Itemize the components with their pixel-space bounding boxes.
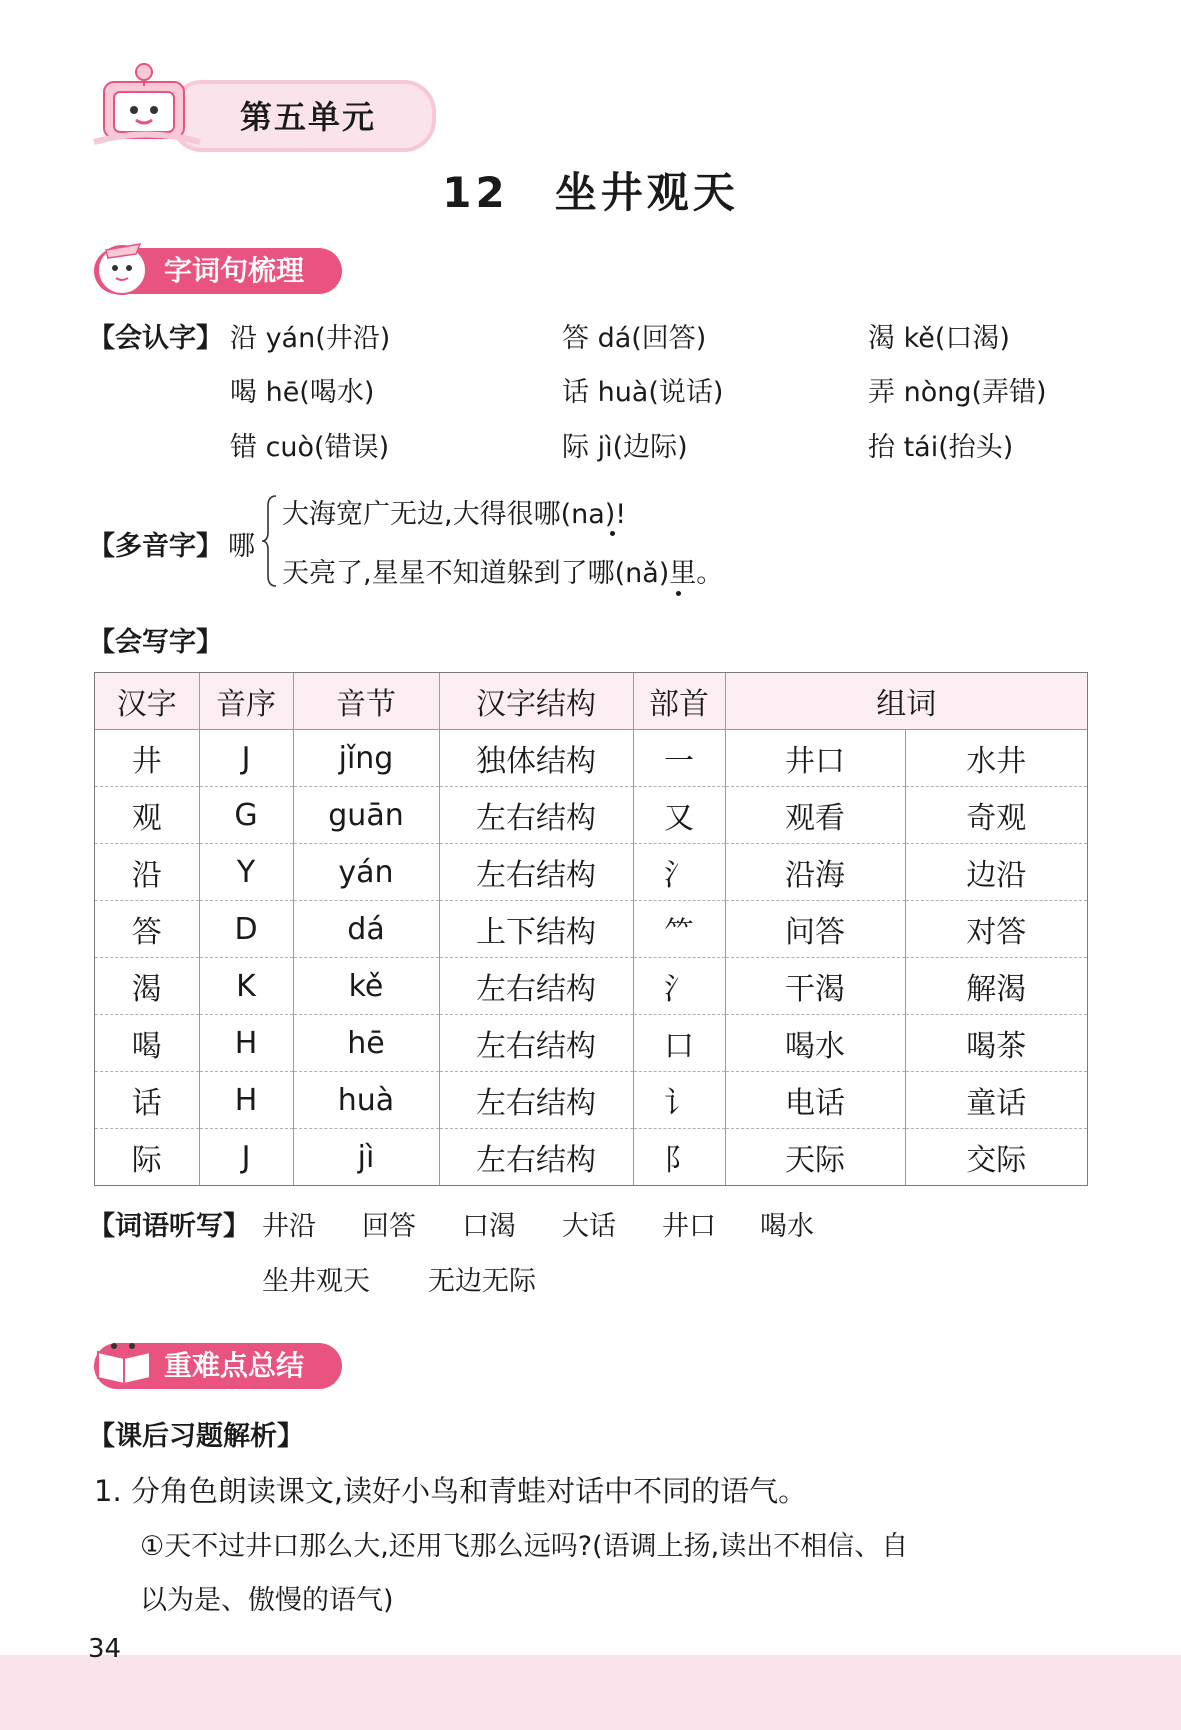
radical-cell: 又 (633, 787, 725, 844)
recognize-item: 喝 hē(喝水) (230, 377, 375, 408)
char-cell: 喝 (95, 1015, 199, 1072)
char-cell: 际 (95, 1129, 199, 1186)
page-number: 34 (88, 1634, 122, 1664)
word-cell: 童话 (905, 1072, 1087, 1129)
pinyin-cell: hē (293, 1015, 439, 1072)
char-cell: 答 (95, 901, 199, 958)
brace-icon (262, 494, 278, 588)
header-cell: 汉字结构 (439, 673, 633, 730)
dictation-word: 口渴 (462, 1211, 516, 1242)
word-cell: 问答 (725, 901, 905, 958)
word-cell: 观看 (725, 787, 905, 844)
word-cell: 喝水 (725, 1015, 905, 1072)
radical-cell: 氵 (633, 844, 725, 901)
radical-cell: 口 (633, 1015, 725, 1072)
word-cell: 水井 (905, 730, 1087, 787)
dictation-word: 坐井观天 (262, 1266, 370, 1297)
word-cell: 对答 (905, 901, 1087, 958)
initial-cell: G (199, 787, 293, 844)
emphasis-dot (676, 591, 681, 596)
radical-cell: 阝 (633, 1129, 725, 1186)
initial-cell: J (199, 1129, 293, 1186)
structure-cell: 左右结构 (439, 844, 633, 901)
header-cell: 组词 (725, 673, 1087, 730)
pencil-mascot-icon (92, 236, 156, 300)
table-row (95, 1015, 1087, 1072)
table-row (95, 787, 1087, 844)
word-cell: 边沿 (905, 844, 1087, 901)
emphasis-dot (610, 531, 615, 536)
header-cell: 音节 (293, 673, 439, 730)
initial-cell: Y (199, 844, 293, 901)
word-cell: 解渴 (905, 958, 1087, 1015)
section-title: 重难点总结 (164, 1349, 305, 1382)
recognize-item: 抬 tái(抬头) (868, 432, 1014, 463)
radical-cell: 讠 (633, 1072, 725, 1129)
polyphonic-label: 【多音字】 (88, 531, 223, 562)
word-cell: 干渴 (725, 958, 905, 1015)
pinyin-cell: dá (293, 901, 439, 958)
open-book-mascot-icon (92, 1332, 156, 1396)
table-row (95, 901, 1087, 958)
word-cell: 天际 (725, 1129, 905, 1186)
dictation-word: 井口 (662, 1211, 716, 1242)
dictation-word: 无边无际 (428, 1266, 536, 1297)
dictation-word: 大话 (562, 1211, 616, 1242)
recognize-item: 沿 yán(井沿) (230, 323, 391, 354)
table-row (95, 730, 1087, 787)
exercise-question: 1. 分角色朗读课文,读好小鸟和青蛙对话中不同的语气。 (94, 1474, 808, 1508)
pinyin-cell: yán (293, 844, 439, 901)
cartoon-books-icon (92, 52, 202, 152)
initial-cell: H (199, 1072, 293, 1129)
dictation-word: 井沿 (262, 1211, 316, 1242)
initial-cell: J (199, 730, 293, 787)
word-cell: 井口 (725, 730, 905, 787)
exercise-label: 【课后习题解析】 (88, 1421, 304, 1452)
structure-cell: 上下结构 (439, 901, 633, 958)
header-cell: 部首 (633, 673, 725, 730)
recognize-item: 渴 kě(口渴) (868, 323, 1010, 354)
structure-cell: 独体结构 (439, 730, 633, 787)
recognize-item: 答 dá(回答) (562, 323, 707, 354)
char-cell: 沿 (95, 844, 199, 901)
dictation-word: 回答 (362, 1211, 416, 1242)
table-row (95, 958, 1087, 1015)
pinyin-cell: kě (293, 958, 439, 1015)
word-cell: 奇观 (905, 787, 1087, 844)
pinyin-cell: guān (293, 787, 439, 844)
word-cell: 电话 (725, 1072, 905, 1129)
table-row (95, 1072, 1087, 1129)
pinyin-cell: jǐng (293, 730, 439, 787)
word-cell: 沿海 (725, 844, 905, 901)
dictation-label: 【词语听写】 (88, 1211, 250, 1242)
char-cell: 渴 (95, 958, 199, 1015)
word-cell: 喝茶 (905, 1015, 1087, 1072)
exercise-answer-line: ①天不过井口那么大,还用飞那么远吗?(语调上扬,读出不相信、自 (140, 1531, 909, 1562)
structure-cell: 左右结构 (439, 958, 633, 1015)
recognize-item: 错 cuò(错误) (230, 432, 390, 463)
section-title: 字词句梳理 (164, 254, 305, 287)
pinyin-cell: jì (293, 1129, 439, 1186)
structure-cell: 左右结构 (439, 787, 633, 844)
char-cell: 话 (95, 1072, 199, 1129)
pinyin-cell: huà (293, 1072, 439, 1129)
char-cell: 井 (95, 730, 199, 787)
characters-table (94, 672, 1088, 1186)
recognize-item: 弄 nòng(弄错) (868, 377, 1047, 408)
recognize-label: 【会认字】 (88, 323, 223, 354)
write-label: 【会写字】 (88, 627, 223, 658)
polyphonic-line2: 天亮了,星星不知道躲到了哪(nǎ)里。 (282, 558, 724, 589)
word-cell: 交际 (966, 1143, 1027, 1178)
recognize-item: 话 huà(说话) (562, 377, 724, 408)
unit-title: 第五单元 (240, 98, 377, 136)
recognize-item: 际 jì(边际) (562, 432, 688, 463)
radical-cell: 一 (633, 730, 725, 787)
polyphonic-line1: 大海宽广无边,大得很哪(na)! (282, 499, 627, 530)
initial-cell: K (199, 958, 293, 1015)
structure-cell: 左右结构 (439, 1015, 633, 1072)
radical-cell: ⺮ (633, 901, 725, 958)
polyphonic-char: 哪 (228, 531, 255, 562)
header-cell: 汉字 (95, 673, 199, 730)
structure-cell: 左右结构 (439, 1072, 633, 1129)
structure-cell: 左右结构 (439, 1129, 633, 1186)
radical-cell: 氵 (633, 958, 725, 1015)
initial-cell: H (199, 1015, 293, 1072)
footer-band (0, 1655, 1181, 1730)
table-row (95, 1129, 1087, 1186)
initial-cell: D (199, 901, 293, 958)
char-cell: 观 (95, 787, 199, 844)
dictation-word: 喝水 (760, 1211, 814, 1242)
table-row (95, 844, 1087, 901)
table-header-row (95, 673, 1087, 730)
lesson-title: 12 坐井观天 (442, 168, 739, 217)
header-cell: 音序 (199, 673, 293, 730)
exercise-answer-line: 以为是、傲慢的语气) (140, 1585, 394, 1616)
